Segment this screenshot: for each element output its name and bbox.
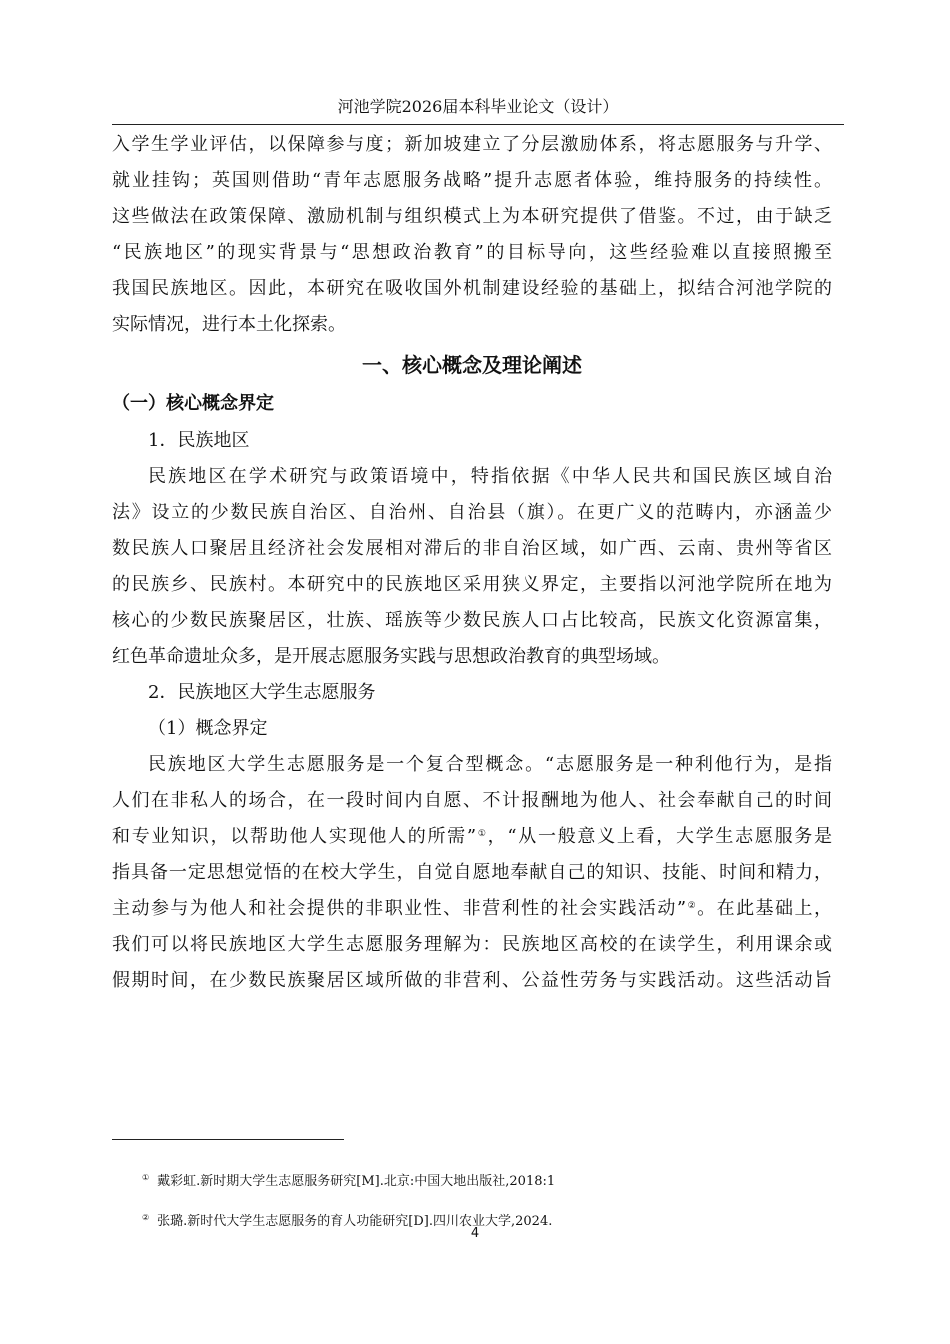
text-run: 。在此基础上，	[697, 898, 832, 919]
paragraph-line: 我们可以将民族地区大学生志愿服务理解为：民族地区高校的在读学生，利用课余或	[112, 934, 832, 955]
paragraph-line: 核心的少数民族聚居区，壮族、瑶族等少数民族人口占比较高，民族文化资源富集，	[112, 610, 832, 631]
paragraph-line: 假期时间，在少数民族聚居区域所做的非营利、公益性劳务与实践活动。这些活动旨	[112, 970, 832, 991]
paragraph-line: 就业挂钩；英国则借助“青年志愿服务战略”提升志愿者体验，维持服务的持续性。	[112, 170, 832, 191]
paragraph-line: 入学生学业评估，以保障参与度；新加坡建立了分层激励体系，将志愿服务与升学、	[112, 134, 832, 155]
footnote-mark: ②	[142, 1213, 150, 1222]
text-run: ，“从一般意义上看，大学生志愿服务是	[487, 826, 833, 847]
footnote-ref[interactable]: ②	[686, 901, 698, 911]
paragraph-line	[112, 819, 832, 855]
subsection-heading: （一）核心概念界定	[112, 393, 274, 414]
paragraph-line: 这些做法在政策保障、激励机制与组织模式上为本研究提供了借鉴。不过，由于缺乏	[112, 206, 832, 227]
paragraph-line: “民族地区”的现实背景与“思想政治教育”的目标导向，这些经验难以直接照搬至	[112, 242, 832, 263]
paragraph-line: 人们在非私人的场合，在一段时间内自愿、不计报酬地为他人、社会奉献自己的时间	[112, 790, 832, 811]
text-run: 和专业知识，以帮助他人实现他人的所需”	[112, 826, 477, 847]
body-text	[112, 127, 832, 999]
paragraph-line: 的民族乡、民族村。本研究中的民族地区采用狭义界定，主要指以河池学院所在地为	[112, 574, 832, 595]
footnote-mark: ①	[142, 1173, 150, 1182]
footnote-1	[142, 1169, 555, 1191]
item-heading: 2．民族地区大学生志愿服务	[148, 682, 376, 703]
item-heading: 1．民族地区	[148, 430, 250, 451]
running-header: 河池学院2026届本科毕业论文（设计）	[337, 97, 619, 116]
page-number: 4	[470, 1226, 480, 1241]
paragraph-line	[112, 891, 832, 927]
paragraph-line: 实际情况，进行本土化探索。	[112, 314, 346, 335]
footnote-text: 张璐.新时代大学生志愿服务的育人功能研究[D].四川农业大学,2024.	[157, 1214, 553, 1229]
paragraph-line: 民族地区大学生志愿服务是一个复合型概念。“志愿服务是一种利他行为，是指	[148, 754, 832, 775]
paragraph-line: 我国民族地区。因此，本研究在吸收国外机制建设经验的基础上，拟结合河池学院的	[112, 278, 832, 299]
paragraph-line: 民族地区在学术研究与政策语境中，特指依据《中华人民共和国民族区域自治	[148, 466, 832, 487]
subitem-heading: （1）概念界定	[148, 718, 268, 739]
text-run: 主动参与为他人和社会提供的非职业性、非营利性的社会实践活动”	[112, 898, 687, 919]
footnote-rule	[112, 1139, 344, 1140]
section-heading: 一、核心概念及理论阐述	[362, 353, 582, 377]
footnote-text: 戴彩虹.新时期大学生志愿服务研究[M].北京:中国大地出版社,2018:1	[157, 1174, 556, 1189]
header-rule	[112, 124, 844, 125]
footnote-ref[interactable]: ①	[476, 829, 488, 839]
paragraph-line: 数民族人口聚居且经济社会发展相对滞后的非自治区域，如广西、云南、贵州等省区	[112, 538, 832, 559]
paragraph-line: 指具备一定思想觉悟的在校大学生，自觉自愿地奉献自己的知识、技能、时间和精力，	[112, 862, 832, 883]
paragraph-line: 法》设立的少数民族自治区、自治州、自治县（旗）。在更广义的范畴内，亦涵盖少	[112, 502, 832, 523]
paragraph-line: 红色革命遗址众多，是开展志愿服务实践与思想政治教育的典型场域。	[112, 646, 670, 667]
